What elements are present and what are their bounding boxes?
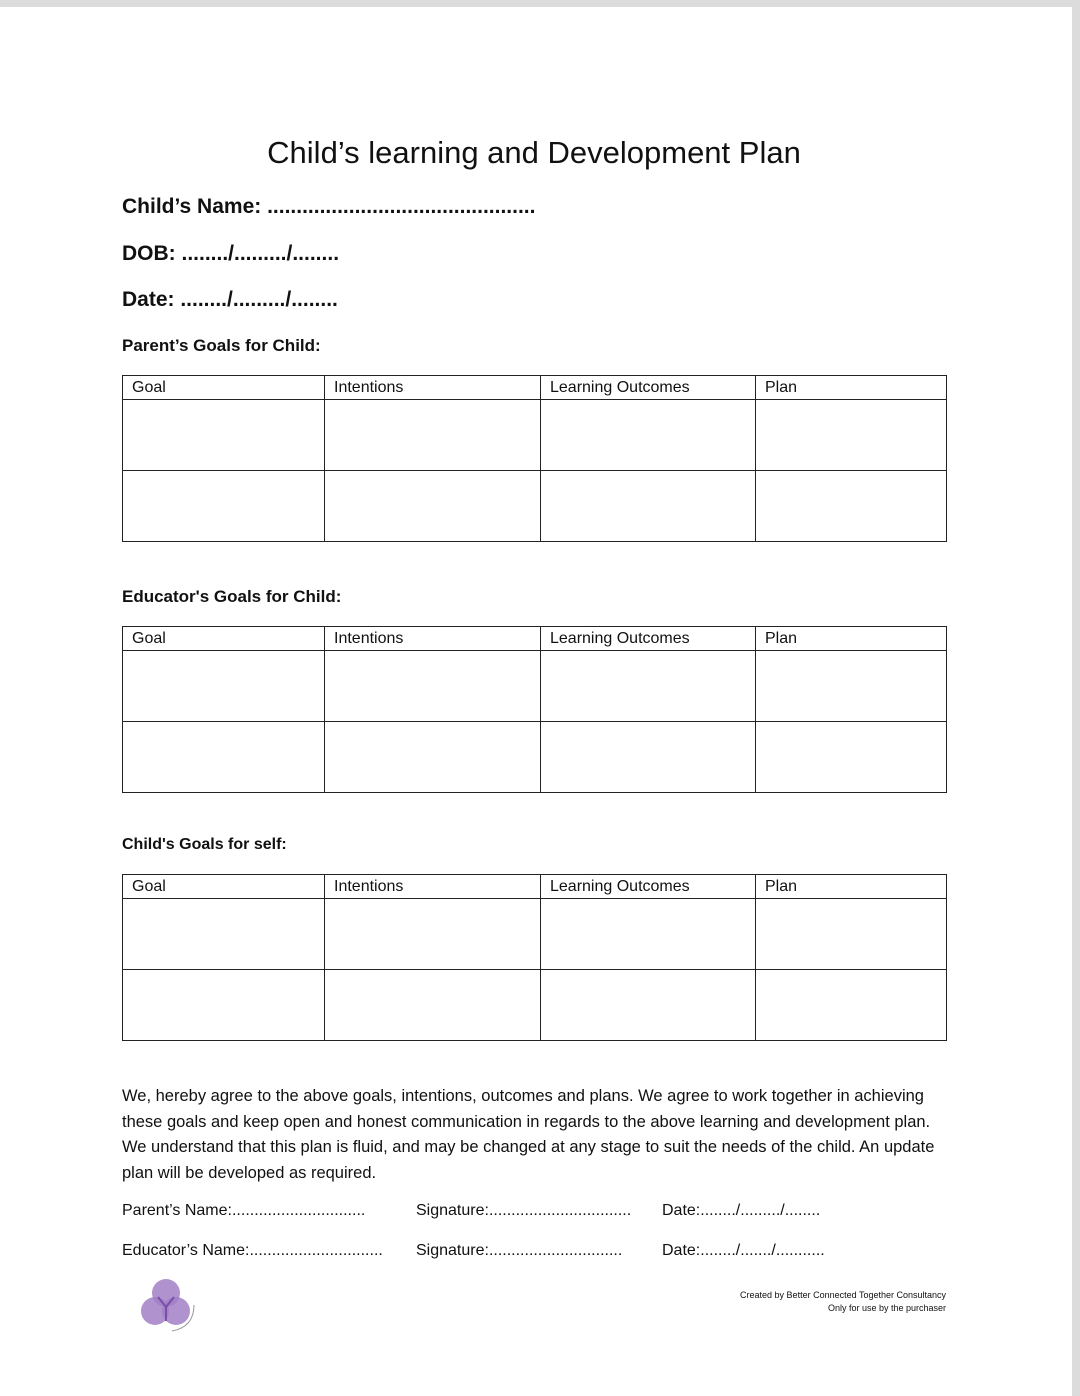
cell[interactable] xyxy=(756,400,947,471)
document-page xyxy=(0,7,1072,1396)
cell[interactable] xyxy=(123,471,325,542)
cell[interactable] xyxy=(756,651,947,722)
credit-text xyxy=(740,1289,946,1315)
cell[interactable] xyxy=(325,970,541,1041)
cell[interactable] xyxy=(756,722,947,793)
logo-icon xyxy=(134,1275,202,1337)
col-learning-outcomes: Learning Outcomes xyxy=(541,627,756,651)
child-goals-table xyxy=(122,874,947,1041)
col-intentions: Intentions xyxy=(325,376,541,400)
col-learning-outcomes: Learning Outcomes xyxy=(541,376,756,400)
cell[interactable] xyxy=(123,970,325,1041)
col-learning-outcomes: Learning Outcomes xyxy=(541,875,756,899)
table-row xyxy=(123,400,947,471)
col-goal: Goal xyxy=(123,875,325,899)
col-plan: Plan xyxy=(756,376,947,400)
educator-name-field: Educator’s Name:.............................. xyxy=(122,1242,383,1259)
cell[interactable] xyxy=(541,651,756,722)
parent-signature-field: Signature:................................ xyxy=(416,1202,632,1219)
cell[interactable] xyxy=(123,400,325,471)
educator-goals-table xyxy=(122,626,947,793)
child-name-field: Child’s Name: .............................................. xyxy=(122,195,536,218)
cell[interactable] xyxy=(325,651,541,722)
cell[interactable] xyxy=(541,400,756,471)
table-row xyxy=(123,970,947,1041)
cell[interactable] xyxy=(325,722,541,793)
table-row xyxy=(123,471,947,542)
cell[interactable] xyxy=(541,471,756,542)
cell[interactable] xyxy=(123,651,325,722)
cell[interactable] xyxy=(541,899,756,970)
cell[interactable] xyxy=(325,471,541,542)
credit-line-2: Only for use by the purchaser xyxy=(827,1303,946,1313)
parent-name-field: Parent’s Name:.............................. xyxy=(122,1202,366,1219)
table-row xyxy=(123,722,947,793)
child-goals-heading: Child's Goals for self: xyxy=(122,836,287,853)
cell[interactable] xyxy=(756,970,947,1041)
parent-goals-heading: Parent’s Goals for Child: xyxy=(122,336,321,355)
col-intentions: Intentions xyxy=(325,875,541,899)
cell[interactable] xyxy=(325,400,541,471)
parent-date-field: Date:......../........./........ xyxy=(662,1202,821,1219)
table-row xyxy=(123,899,947,970)
date-field: Date: ......../........./........ xyxy=(122,288,338,311)
col-goal: Goal xyxy=(123,376,325,400)
cell[interactable] xyxy=(123,722,325,793)
table-row xyxy=(123,651,947,722)
col-plan: Plan xyxy=(756,627,947,651)
cell[interactable] xyxy=(123,899,325,970)
col-plan: Plan xyxy=(756,875,947,899)
col-goal: Goal xyxy=(123,627,325,651)
col-intentions: Intentions xyxy=(325,627,541,651)
cell[interactable] xyxy=(541,970,756,1041)
parent-goals-table xyxy=(122,375,947,542)
page-title: Child’s learning and Development Plan xyxy=(267,135,801,170)
cell[interactable] xyxy=(756,899,947,970)
credit-line-1: Created by Better Connected Together Consultancy xyxy=(740,1290,946,1300)
cell[interactable] xyxy=(756,471,947,542)
educator-date-field: Date:......../......./........... xyxy=(662,1242,825,1259)
educator-goals-heading: Educator's Goals for Child: xyxy=(122,587,342,606)
cell[interactable] xyxy=(325,899,541,970)
cell[interactable] xyxy=(541,722,756,793)
dob-field: DOB: ......../........./........ xyxy=(122,242,340,265)
agreement-text: We, hereby agree to the above goals, intentions, outcomes and plans. We agree to work together in achieving these goals and keep open and honest communication in regards to the above learning and development plan. We understand that this plan is fluid, and may be changed at any stage to suit the needs of the child. An update plan will be developed as required. xyxy=(122,1087,935,1182)
educator-signature-field: Signature:.............................. xyxy=(416,1242,623,1259)
